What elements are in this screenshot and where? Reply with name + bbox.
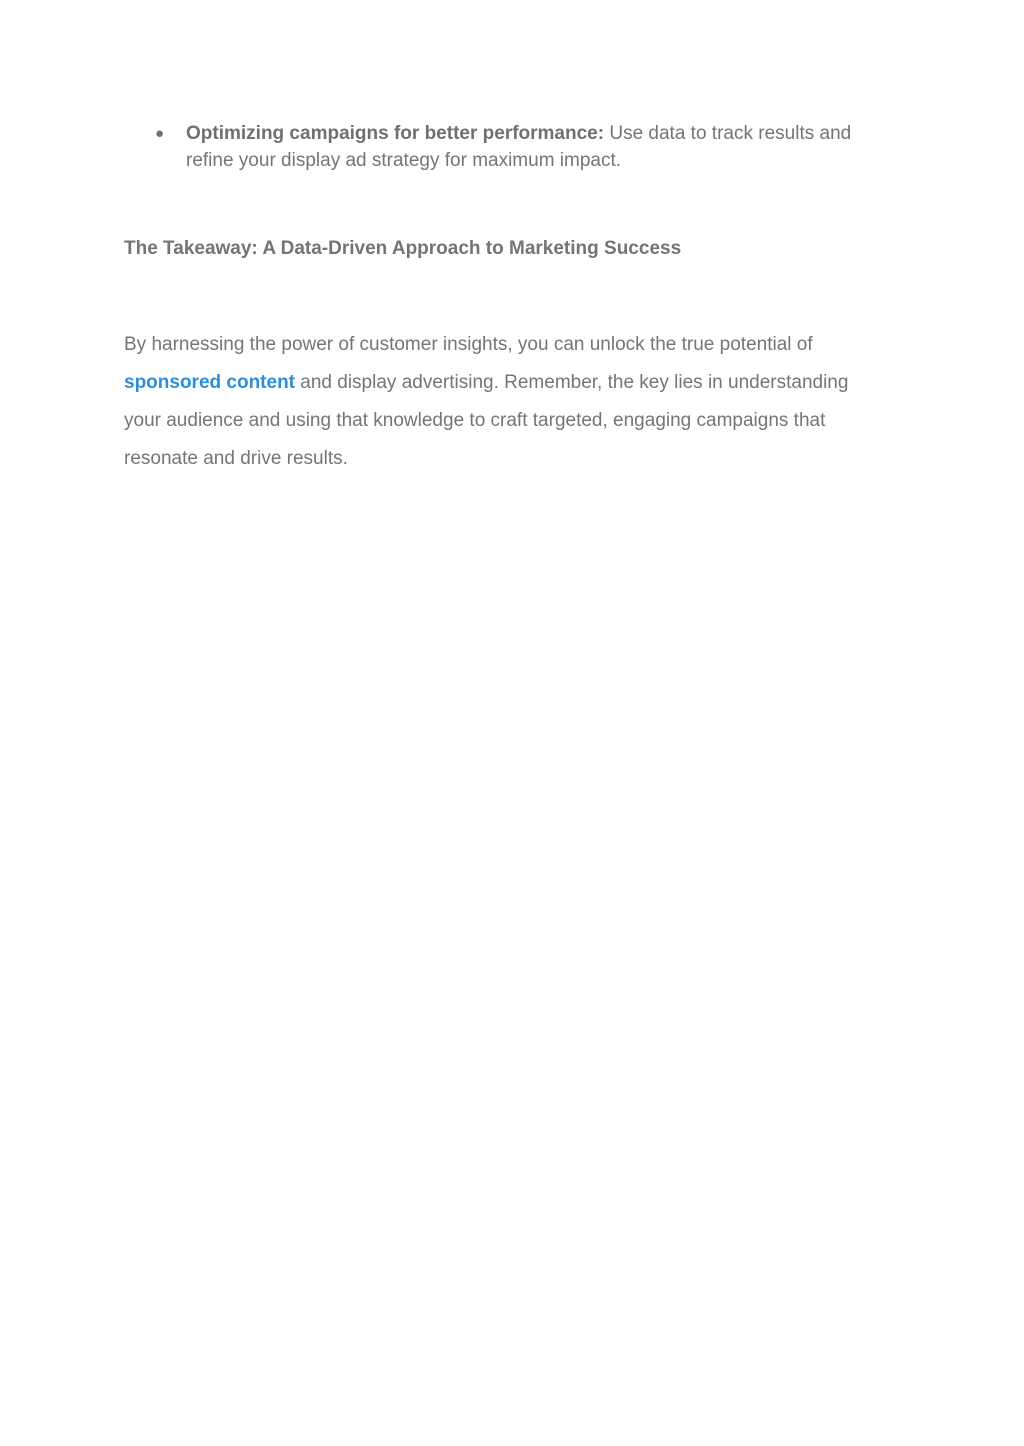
bullet-icon: ● <box>155 125 165 142</box>
body-paragraph <box>124 326 884 478</box>
bullet-body-text: Use data to track results and refine your display ad strategy for maximum impact. <box>186 123 852 171</box>
paragraph-text-after-link: and display advertising. Remember, the key lies in understanding your audience and using that knowledge to craft targeted, engaging campaigns that resonate and drive results. <box>124 372 849 469</box>
sponsored-content-link[interactable]: sponsored content <box>124 372 296 393</box>
bullet-list <box>124 120 884 174</box>
list-item <box>124 120 884 174</box>
section-heading: The Takeaway: A Data-Driven Approach to Marketing Success <box>124 238 682 259</box>
bullet-lead-text: Optimizing campaigns for better performance: <box>186 123 605 144</box>
paragraph-text-before-link: By harnessing the power of customer insights, you can unlock the true potential of <box>124 334 813 355</box>
